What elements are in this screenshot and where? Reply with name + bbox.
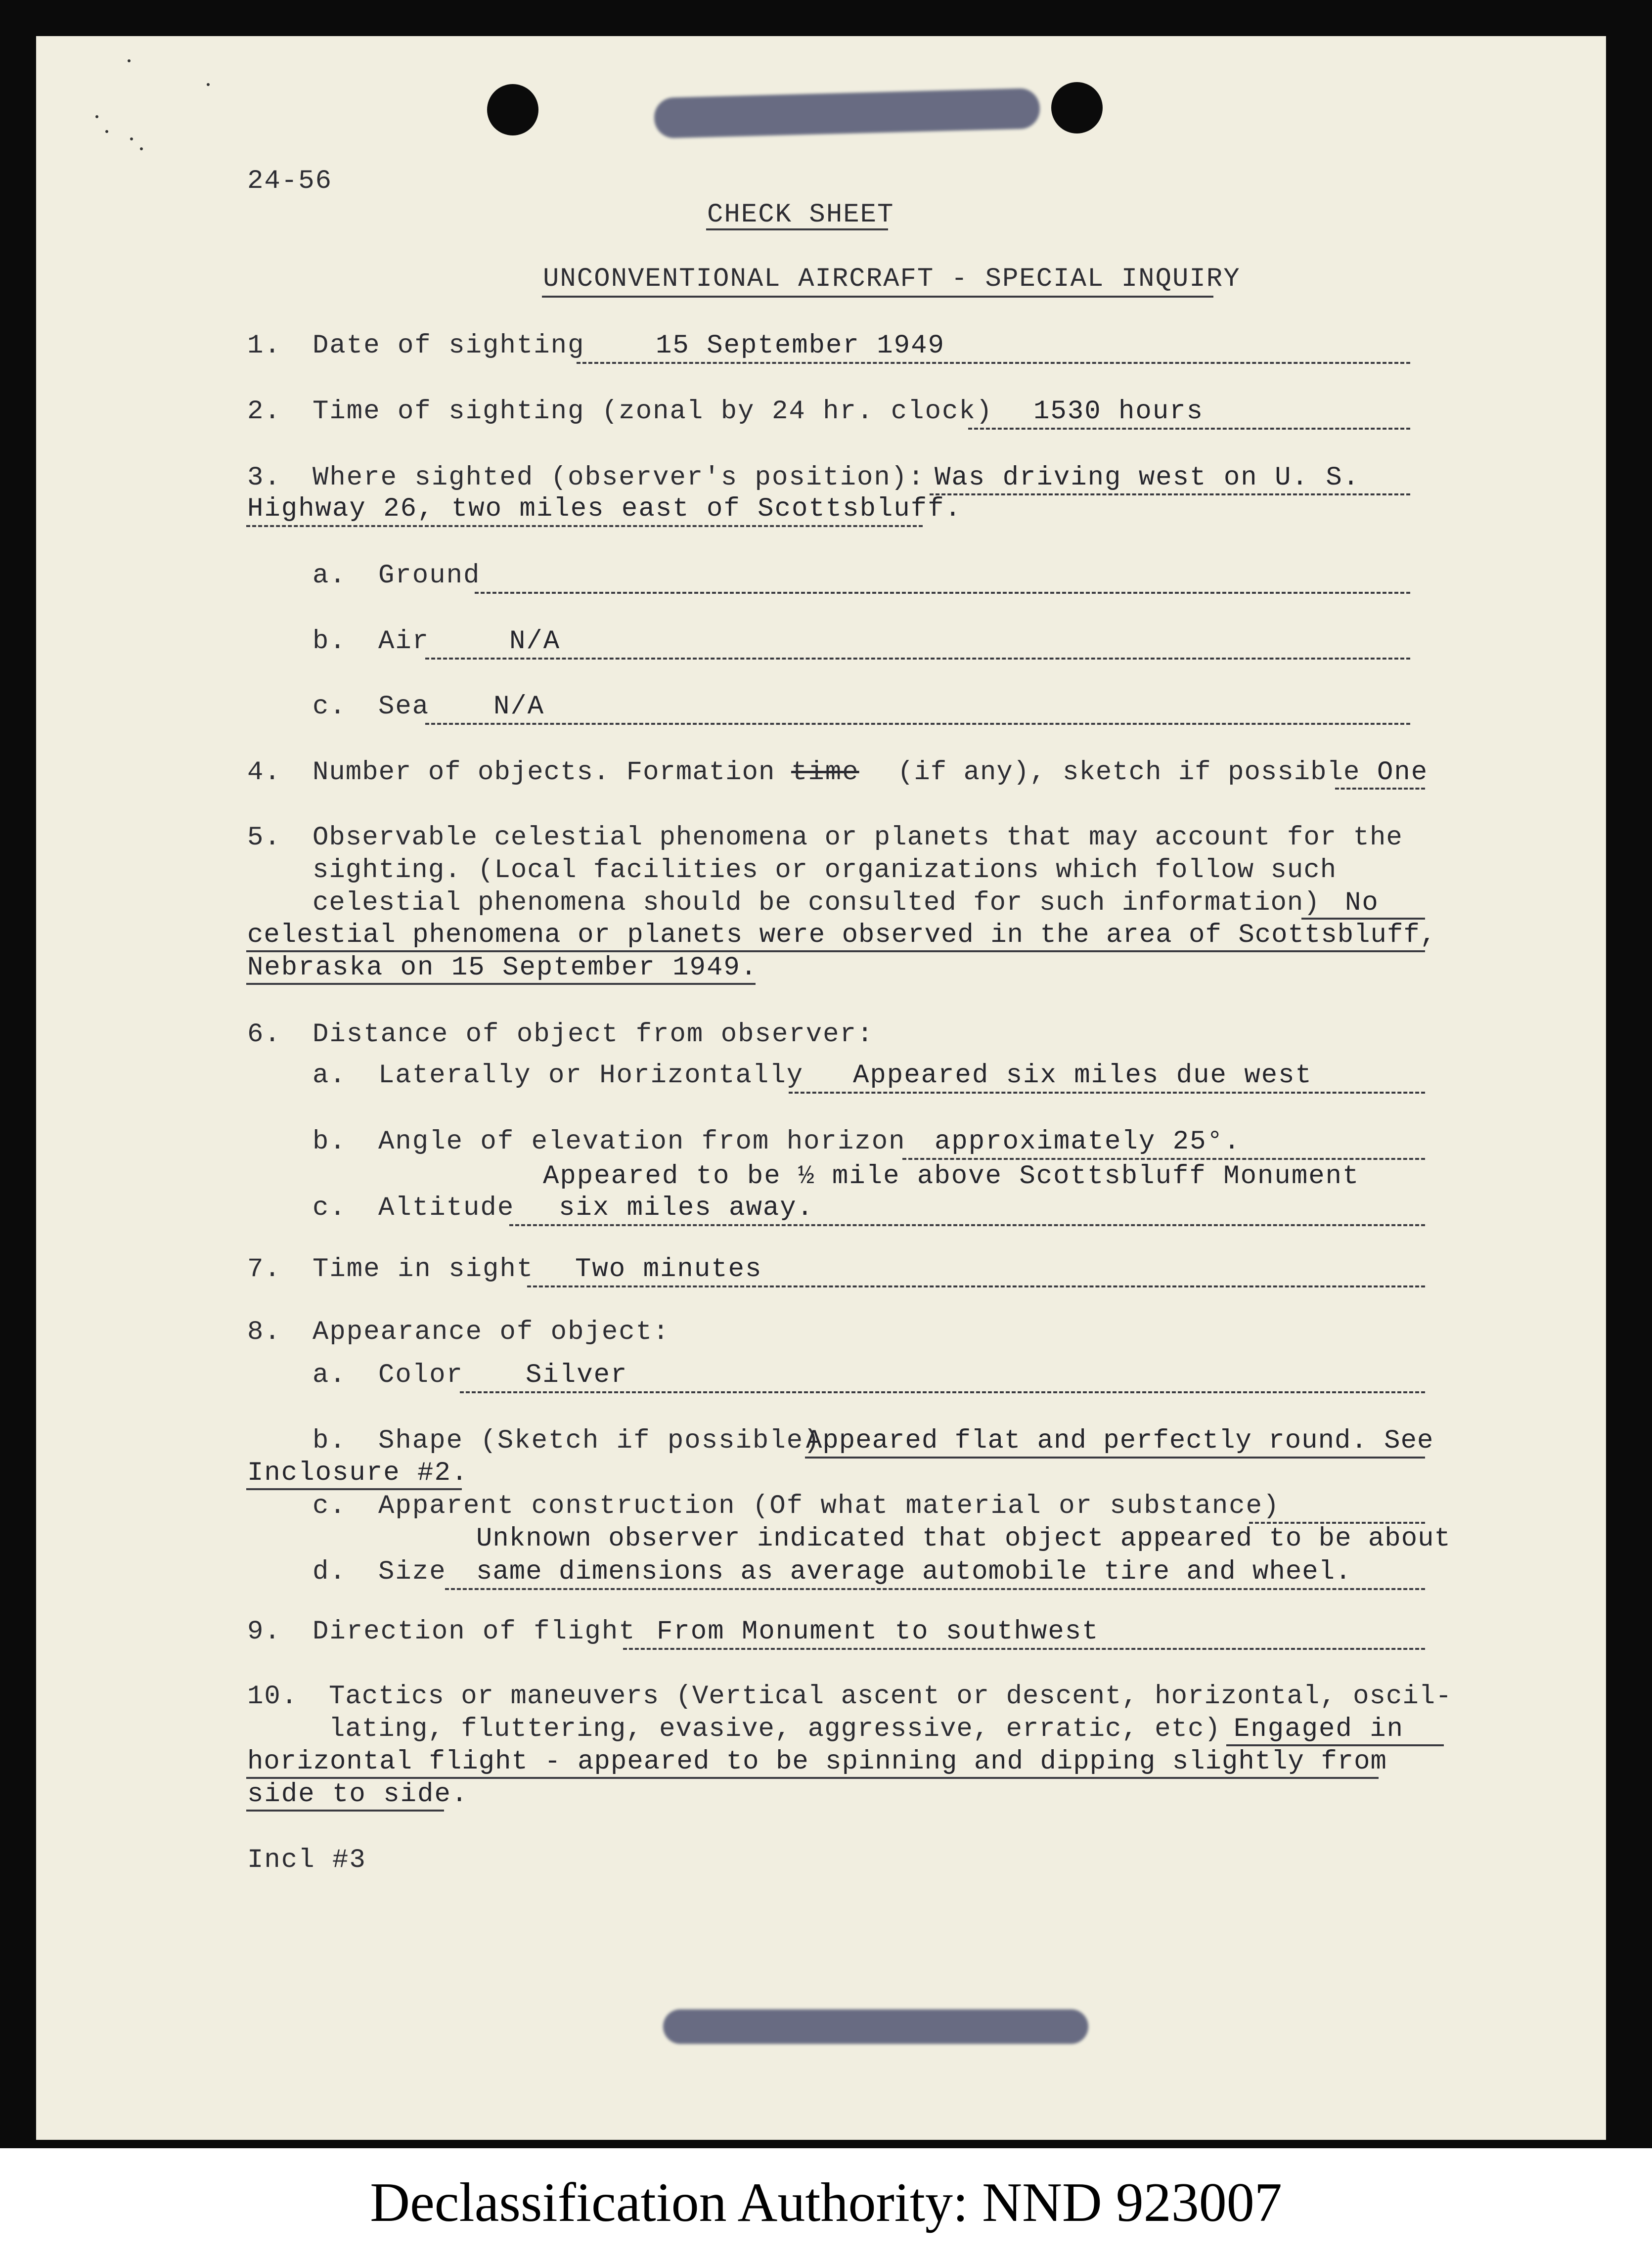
item-6a-letter: a. <box>313 1061 347 1091</box>
item-10-line-1: Tactics or maneuvers (Vertical ascent or descent, horizontal, oscil- <box>329 1682 1452 1712</box>
item-9-number: 9. <box>247 1617 281 1647</box>
redaction-smear-bottom <box>663 2009 1088 2044</box>
item-6-label: Distance of object from observer: <box>313 1019 874 1050</box>
item-4-line <box>1335 788 1425 790</box>
document-number: 24-56 <box>247 166 333 196</box>
item-3-answer-line-1: Was driving west on U. S. <box>935 463 1360 493</box>
enclosure-label: Incl #3 <box>247 1845 366 1875</box>
redaction-smear-top <box>654 88 1040 138</box>
speck <box>105 130 108 133</box>
item-5-answer-line-3 <box>246 983 756 985</box>
item-9-label: Direction of flight <box>313 1617 636 1647</box>
item-6a-label: Laterally or Horizontally <box>378 1061 804 1091</box>
item-8a-label: Color <box>378 1360 464 1390</box>
item-5-answer-2: celestial phenomena or planets were observed in the area of Scottsbluff, <box>247 920 1437 950</box>
subtitle-underline <box>542 296 1213 298</box>
item-3b-answer: N/A <box>509 626 561 657</box>
item-6b-line <box>902 1158 1425 1160</box>
item-3-answer-line-2: Highway 26, two miles east of Scottsbluff. <box>247 494 962 524</box>
item-7-answer: Two minutes <box>575 1254 762 1284</box>
item-10-answer-line-3 <box>246 1810 444 1812</box>
item-10-answer-line-2 <box>246 1777 1379 1779</box>
item-8c-label: Apparent construction (Of what material or substance) <box>378 1491 1280 1521</box>
item-5-line-2: sighting. (Local facilities or organizations which follow such <box>313 855 1337 885</box>
item-7-number: 7. <box>247 1254 281 1284</box>
item-8b-line-1 <box>805 1457 1425 1459</box>
item-3b-line <box>425 658 1410 660</box>
item-8d-label: Size <box>378 1557 446 1587</box>
item-10-answer-1: Engaged in <box>1234 1714 1404 1744</box>
speck <box>207 83 210 86</box>
item-8b-answer-2: Inclosure #2. <box>247 1458 469 1488</box>
item-3b-letter: b. <box>313 626 347 657</box>
item-4-label-2: (if any), sketch if possible <box>897 757 1360 788</box>
item-5-line-3: celestial phenomena should be consulted for such information) <box>313 888 1320 918</box>
item-10-line-2: lating, fluttering, evasive, aggressive, erratic, etc) <box>329 1714 1221 1744</box>
item-10-answer-2: horizontal flight - appeared to be spinning and dipping slightly from <box>247 1747 1387 1777</box>
item-2-number: 2. <box>247 397 281 427</box>
item-3b-label: Air <box>378 626 430 657</box>
item-3-line-2 <box>246 525 923 527</box>
item-4-struck-word: time <box>791 757 859 788</box>
item-2-line <box>968 428 1410 430</box>
speck <box>140 147 143 150</box>
item-8d-letter: d. <box>313 1557 347 1587</box>
item-4-label-1: Number of objects. Formation <box>313 757 775 788</box>
item-5-number: 5. <box>247 823 281 853</box>
item-8b-letter: b. <box>313 1426 347 1456</box>
item-8d-answer: same dimensions as average automobile tire and wheel. <box>476 1557 1352 1587</box>
punch-hole-right <box>1051 82 1103 133</box>
item-8-number: 8. <box>247 1317 281 1347</box>
item-4-answer: One <box>1377 757 1429 788</box>
item-6c-note: Appeared to be ½ mile above Scottsbluff Monument <box>543 1161 1360 1192</box>
item-8a-answer: Silver <box>526 1360 628 1390</box>
document-subtitle: UNCONVENTIONAL AIRCRAFT - SPECIAL INQUIRY <box>543 264 1241 294</box>
item-7-label: Time in sight <box>313 1254 534 1284</box>
item-8d-line <box>445 1588 1425 1590</box>
item-8b-line-2 <box>246 1488 462 1490</box>
item-5-answer-line-1 <box>1301 918 1425 920</box>
title-underline <box>706 228 888 230</box>
item-1-answer: 15 September 1949 <box>656 331 945 361</box>
item-3-label: Where sighted (observer's position): <box>313 463 925 493</box>
item-3c-letter: c. <box>313 692 347 722</box>
item-8-label: Appearance of object: <box>313 1317 670 1347</box>
item-6c-label: Altitude <box>378 1193 515 1223</box>
item-6c-letter: c. <box>313 1193 347 1223</box>
item-6b-label: Angle of elevation from horizon <box>378 1127 906 1157</box>
item-9-line <box>623 1648 1425 1650</box>
item-5-line-1: Observable celestial phenomena or planets that may account for the <box>313 823 1403 853</box>
item-6a-answer: Appeared six miles due west <box>853 1061 1312 1091</box>
document-title: CHECK SHEET <box>707 200 894 230</box>
item-3a-letter: a. <box>313 561 347 591</box>
item-8a-line <box>460 1391 1425 1393</box>
speck <box>128 59 131 62</box>
item-10-number: 10. <box>247 1682 299 1712</box>
item-3a-line <box>475 592 1410 594</box>
item-8a-letter: a. <box>313 1360 347 1390</box>
item-8c-letter: c. <box>313 1491 347 1521</box>
item-2-answer: 1530 hours <box>1033 397 1204 427</box>
item-8b-answer-1: Appeared flat and perfectly round. See <box>806 1426 1434 1456</box>
item-1-label: Date of sighting <box>313 331 585 361</box>
speck <box>130 137 133 140</box>
item-1-number: 1. <box>247 331 281 361</box>
item-10-answer-3: side to side. <box>247 1779 469 1810</box>
speck <box>95 115 98 118</box>
item-7-line <box>527 1285 1425 1287</box>
item-1-line <box>577 362 1410 364</box>
item-9-answer: From Monument to southwest <box>657 1617 1099 1647</box>
item-8b-label: Shape (Sketch if possible) <box>378 1426 821 1456</box>
item-3-line-1 <box>930 493 1410 495</box>
item-10-answer-line-1 <box>1226 1744 1444 1746</box>
item-6c-line <box>509 1224 1425 1226</box>
item-6b-letter: b. <box>313 1127 347 1157</box>
item-4-number: 4. <box>247 757 281 788</box>
item-3a-label: Ground <box>378 561 481 591</box>
item-6-number: 6. <box>247 1019 281 1050</box>
item-2-label: Time of sighting (zonal by 24 hr. clock) <box>313 397 993 427</box>
item-6c-answer: six miles away. <box>559 1193 814 1223</box>
item-3c-label: Sea <box>378 692 430 722</box>
item-5-answer-line-2 <box>246 950 1425 952</box>
item-6a-line <box>789 1092 1425 1094</box>
item-3-number: 3. <box>247 463 281 493</box>
item-5-answer-3: Nebraska on 15 September 1949. <box>247 953 758 983</box>
item-3c-line <box>425 723 1410 725</box>
item-3c-answer: N/A <box>493 692 545 722</box>
item-5-answer-1: No <box>1345 888 1379 918</box>
punch-hole-left <box>487 84 538 135</box>
declassification-footer: Declassification Authority: NND 923007 <box>370 2171 1282 2233</box>
item-8d-note: Unknown observer indicated that object appeared to be about <box>476 1524 1451 1554</box>
item-6b-answer: approximately 25°. <box>935 1127 1241 1157</box>
